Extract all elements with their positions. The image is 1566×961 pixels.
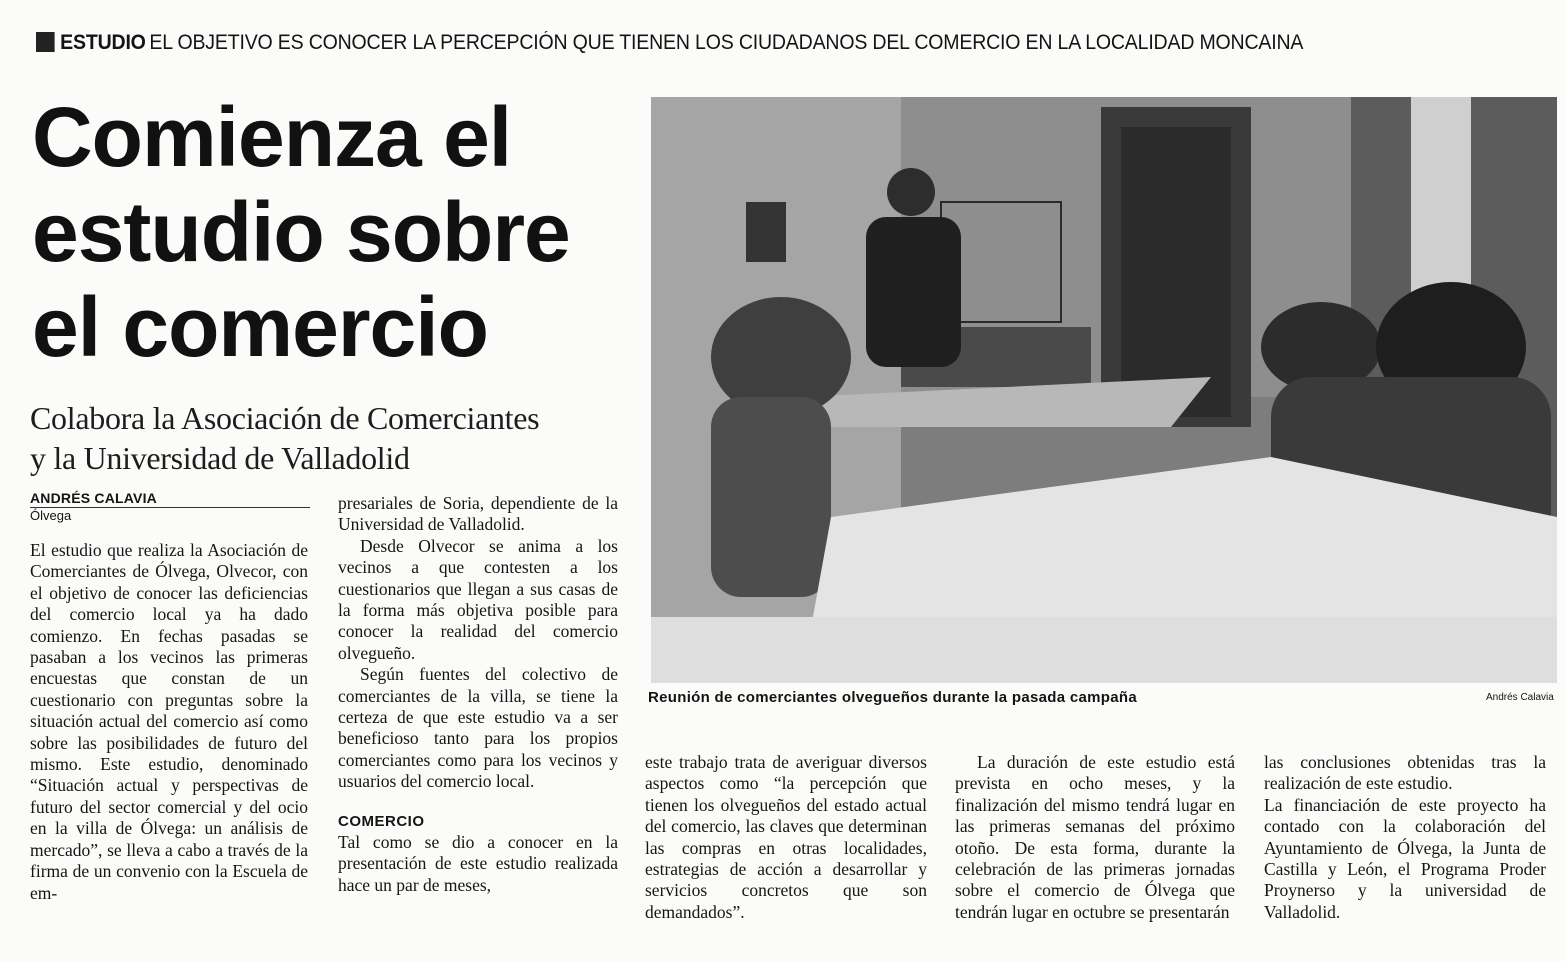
article-column-2 [338,493,618,896]
photo-caption: Reunión de comerciantes olvegueños durante la pasada campaña [648,689,1137,706]
paragraph: La financiación de este proyecto ha contado con la colaboración del Ayuntamiento de Ólvega, la Junta de Castilla y León, el Programa Proder Proynerso y la universidad de Valladolid. [1264,794,1546,922]
kicker-square-icon [36,32,55,52]
paragraph: las conclusiones obtenidas tras la realización de este estudio. [1264,752,1546,794]
kicker [36,30,1431,56]
article-column-1 [30,540,308,904]
byline-location: Ólvega [30,508,72,523]
subheadline-line-2: y la Universidad de Valladolid [30,440,410,476]
section-heading: COMERCIO [338,812,425,830]
article-column-3 [645,752,927,923]
paragraph: este trabajo trata de averiguar diversos aspectos como “la percepción que tienen los olvegueños del estado actual del comercio, las claves que determinan las compras en otras localidades, estrategias de acción a desarrollar y servicios concretos que son demandados”. [645,752,927,922]
paragraph: Desde Olvecor se anima a los vecinos a que contesten a los cuestionarios que llegan a sus casas de la forma más objetiva posible para conocer la realidad del comercio olvegueño. [338,535,618,663]
kicker-text: EL OBJETIVO ES CONOCER LA PERCEPCIÓN QUE TIENEN LOS CIUDADANOS DEL COMERCIO EN LA LOCALIDAD MONCAINA [149,31,1304,54]
paragraph: La duración de este estudio está prevista en ocho meses, y la finalización del mismo tendrá lugar en las primeras semanas del próximo otoño. De esta forma, durante la celebración de las primeras jornadas sobre el comercio de Ólvega que tendrán lugar en octubre se presentarán [955,752,1235,922]
kicker-section: ESTUDIO [60,31,146,54]
headline-line-1: Comienza el [32,90,512,184]
article-photo [651,97,1557,683]
article-column-4 [955,752,1235,923]
headline-line-2: estudio sobre [32,185,570,279]
photo-credit: Andrés Calavia [1486,692,1554,703]
headline [32,90,632,375]
meeting-photo-illustration [651,97,1557,683]
paragraph: presariales de Soria, dependiente de la Universidad de Valladolid. [338,493,618,535]
subheadline [30,398,630,478]
article-column-5 [1264,752,1546,923]
headline-line-3: el comercio [32,280,488,374]
subheadline-line-1: Colabora la Asociación de Comerciantes [30,400,540,436]
paragraph: Según fuentes del colectivo de comerciantes de la villa, se tiene la certeza de que este estudio va a ser beneficioso tanto para los propios comerciantes como para los vecinos y usuarios del comercio local. [338,664,618,792]
paragraph: Tal como se dio a conocer en la presentación de este estudio realizada hace un par de meses, [338,831,618,895]
byline-author: ANDRÉS CALAVIA [30,490,310,508]
paragraph: El estudio que realiza la Asociación de Comerciantes de Ólvega, Olvecor, con el objetivo de conocer las deficiencias del comercio local ya ha dado comienzo. En fechas pasadas se pasaban a los vecinos las primeras encuestas que constan de un cuestionario con preguntas sobre la situación actual del comercio así como sobre las posibilidades de futuro del mismo. Este estudio, denominado “Situación actual y perspectivas de futuro del sector comercial y del ocio en la villa de Ólvega: un análisis de mercado”, se lleva a cabo a través de la firma de un convenio con la Escuela de em- [30,540,308,903]
